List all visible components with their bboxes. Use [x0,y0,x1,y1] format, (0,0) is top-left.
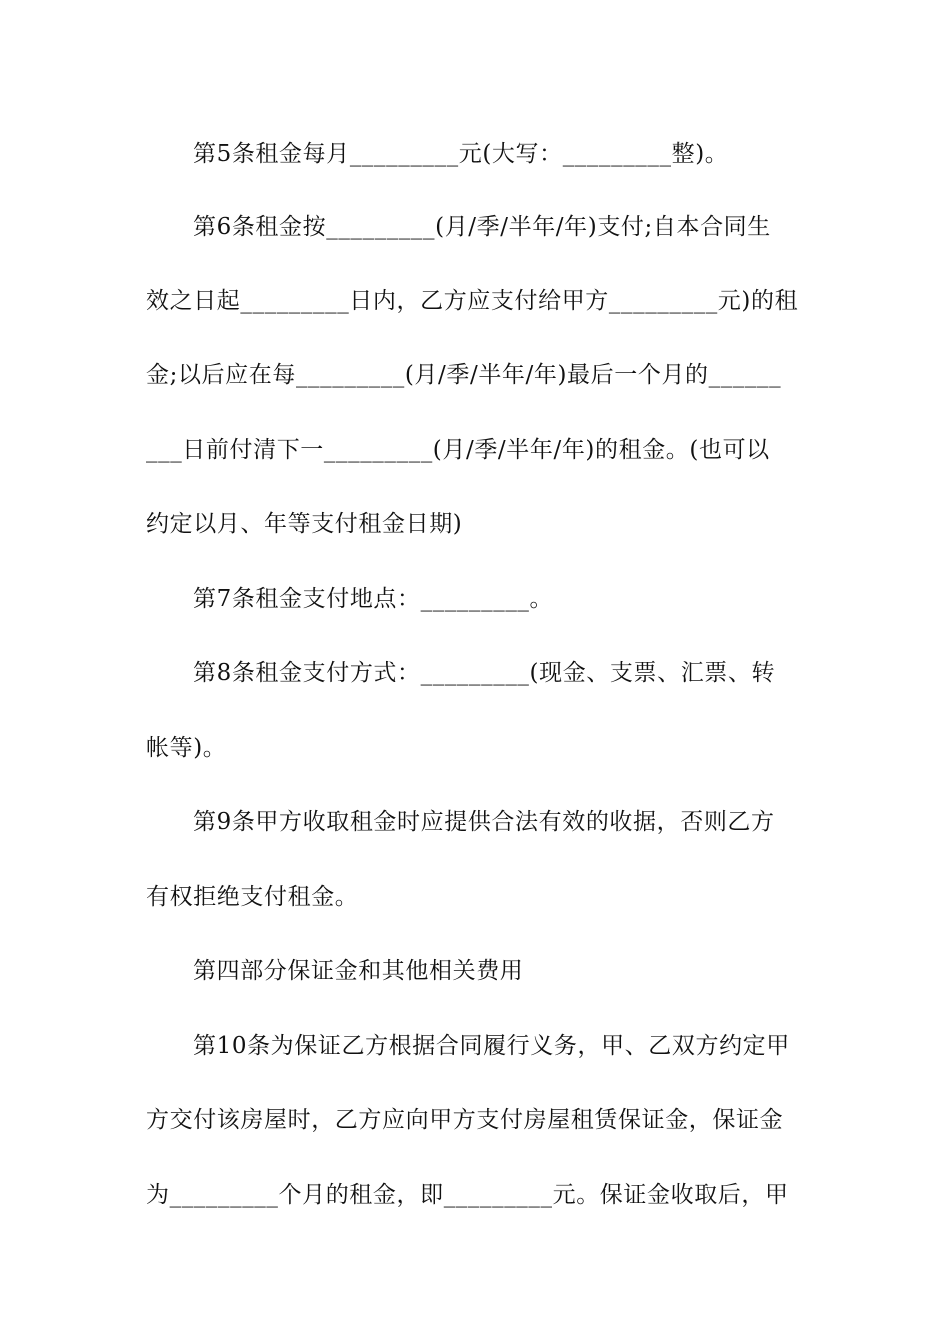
clause-6-line-1: 第6条租金按_________(月/季/半年/年)支付;自本合同生 [193,214,771,240]
clause-10-line-3: 为_________个月的租金，即_________元。保证金收取后，甲 [146,1182,789,1208]
clause-9-line-1: 第9条甲方收取租金时应提供合法有效的收据，否则乙方 [193,809,775,835]
clause-6-line-5: 约定以月、年等支付租金日期) [146,511,463,537]
section-heading: 第四部分保证金和其他相关费用 [193,958,524,984]
clause-6-line-3: 金;以后应在每_________(月/季/半年/年)最后一个月的______ [146,362,782,388]
clause-10-line-1: 第10条为保证乙方根据合同履行义务，甲、乙双方约定甲 [193,1033,790,1059]
clause-5-line-1: 第5条租金每月_________元(大写：_________整)。 [193,141,729,167]
clause-6-line-2: 效之日起_________日内，乙方应支付给甲方_________元)的租 [146,288,799,314]
clause-9-line-2: 有权拒绝支付租金。 [146,884,359,910]
clause-10-line-2: 方交付该房屋时，乙方应向甲方支付房屋租赁保证金，保证金 [146,1107,784,1133]
clause-7-line-1: 第7条租金支付地点：_________。 [193,586,554,612]
clause-8-line-1: 第8条租金支付方式：_________(现金、支票、汇票、转 [193,660,776,686]
clause-6-line-4: ___日前付清下一_________(月/季/半年/年)的租金。(也可以 [146,437,770,463]
clause-8-line-2: 帐等)。 [146,735,227,761]
